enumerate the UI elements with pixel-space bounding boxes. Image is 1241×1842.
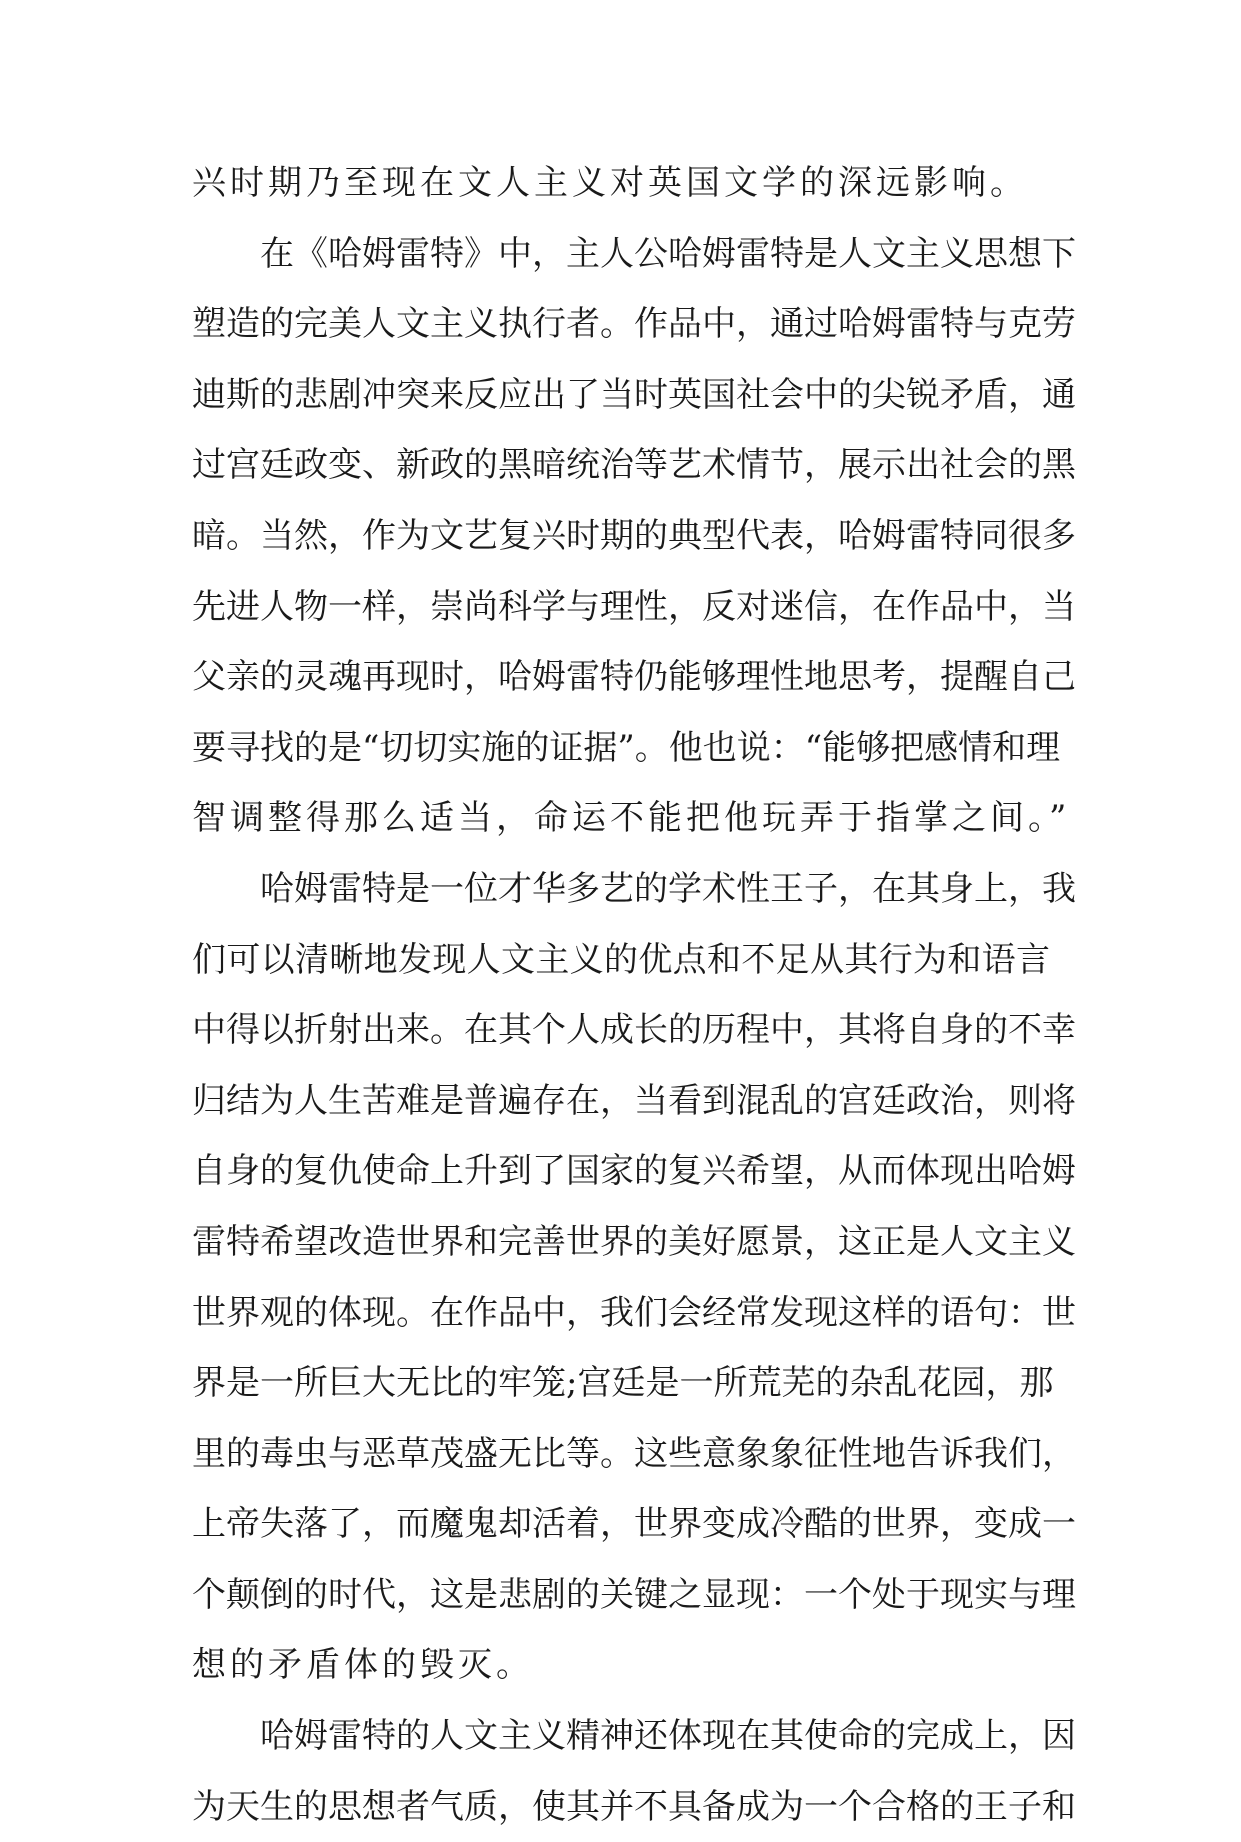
text-line: 要寻找的是“切切实施的证据”。他也说：“能够把感情和理 [192,727,1061,768]
text-line: 中得以折射出来。在其个人成长的历程中，其将自身的不幸 [192,1010,1076,1051]
text-line: 塑造的完美人文主义执行者。作品中，通过哈姆雷特与克劳 [192,304,1076,345]
text-line: 雷特希望改造世界和完善世界的美好愿景，这正是人文主义 [192,1221,1076,1262]
text-line: 界是一所巨大无比的牢笼;宫廷是一所荒芜的杂乱花园，那 [192,1363,1054,1404]
text-line: 为天生的思想者气质，使其并不具备成为一个合格的王子和 [192,1786,1076,1827]
text-line: 们可以清晰地发现人文主义的优点和不足从其行为和语言 [192,939,1050,980]
paragraph-first-line: 在《哈姆雷特》中，主人公哈姆雷特是人文主义思想下 [260,233,1076,274]
text-line: 世界观的体现。在作品中，我们会经常发现这样的语句：世 [192,1292,1076,1333]
text-line: 父亲的灵魂再现时，哈姆雷特仍能够理性地思考，提醒自己 [192,657,1076,698]
text-line: 上帝失落了，而魔鬼却活着，世界变成冷酷的世界，变成一 [192,1504,1076,1545]
text-line: 想的矛盾体的毁灭。 [192,1645,534,1686]
text-line: 兴时期乃至现在文人主义对英国文学的深远影响。 [192,163,1028,203]
text-line: 迪斯的悲剧冲突来反应出了当时英国社会中的尖锐矛盾，通 [192,374,1076,415]
text-line: 暗。当然，作为文艺复兴时期的典型代表，哈姆雷特同很多 [192,515,1076,556]
paragraph-first-line: 哈姆雷特是一位才华多艺的学术性王子，在其身上，我 [260,868,1076,909]
text-line: 先进人物一样，崇尚科学与理性，反对迷信，在作品中，当 [192,586,1076,627]
paragraph-first-line: 哈姆雷特的人文主义精神还体现在其使命的完成上，因 [260,1716,1076,1757]
document-page [192,148,1076,1842]
text-line: 里的毒虫与恶草茂盛无比等。这些意象象征性地告诉我们， [192,1433,1076,1474]
text-line: 归结为人生苦难是普遍存在，当看到混乱的宫廷政治，则将 [192,1080,1076,1121]
text-line: 个颠倒的时代，这是悲剧的关键之显现：一个处于现实与理 [192,1574,1076,1615]
text-line: 智调整得那么适当，命运不能把他玩弄于指掌之间。” [192,798,1071,839]
text-line: 过宫廷政变、新政的黑暗统治等艺术情节，展示出社会的黑 [192,445,1076,486]
text-line: 自身的复仇使命上升到了国家的复兴希望，从而体现出哈姆 [192,1151,1076,1192]
